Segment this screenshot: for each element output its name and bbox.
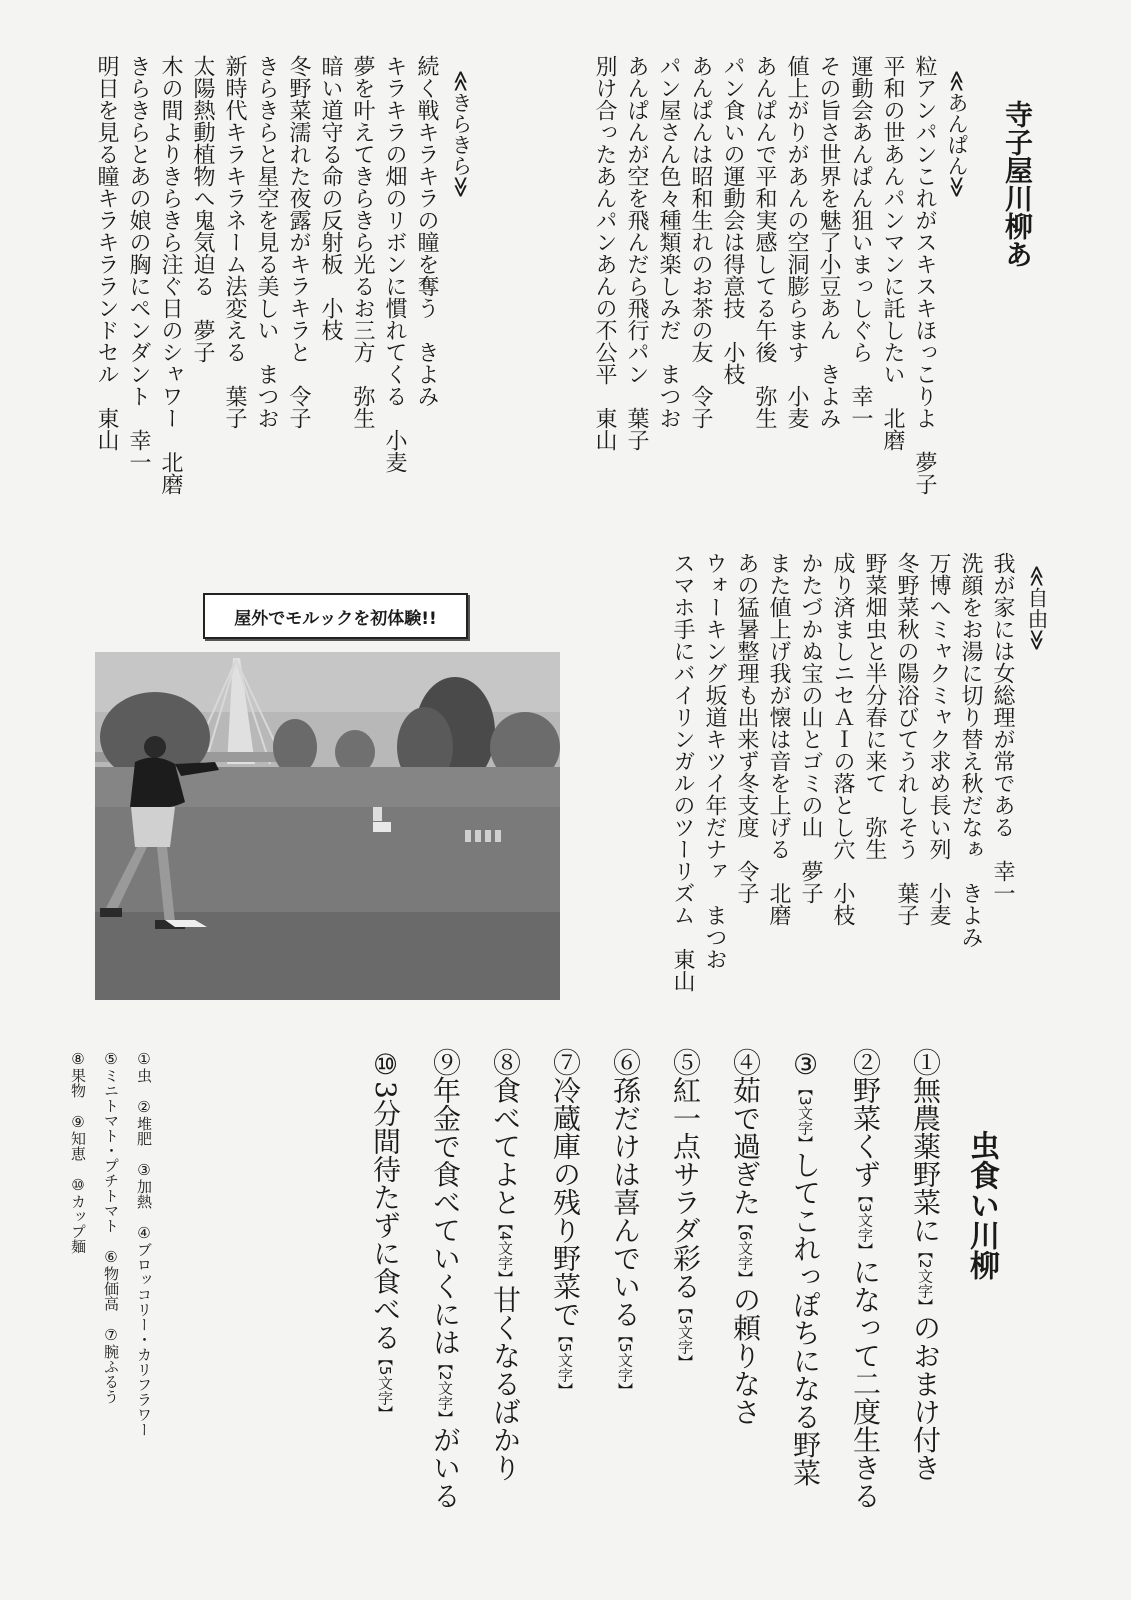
poem-author: まつお	[254, 363, 279, 429]
poem-text: その旨さ世界を魅了小豆あん	[816, 55, 841, 341]
quiz-text: ④茹で過ぎた	[729, 1048, 762, 1216]
quiz-item	[729, 1048, 762, 1426]
poem-line	[223, 55, 245, 429]
poem-author: 東山	[592, 407, 617, 451]
poem-line	[863, 552, 885, 860]
poem-author: 北磨	[158, 451, 183, 495]
poem-text: 値上がりがあんの空洞膨らます	[784, 55, 809, 363]
poem-text: 洗顔をお湯に切り替え秋だなぁ	[958, 552, 983, 860]
poem-author: 小麦	[382, 429, 407, 473]
poem-line	[735, 552, 757, 904]
poem-author: 弥生	[862, 816, 887, 860]
quiz-blank-hint: 【4文字】	[496, 1216, 514, 1286]
poem-author: 北磨	[766, 882, 791, 926]
quiz-blank-hint: 【3文字】	[856, 1188, 874, 1258]
photo-caption: 屋外でモルックを初体験!!	[203, 593, 468, 639]
answer-line: ⑤ミニトマト・プチトマト ⑥物価高 ⑦腕ふるう	[102, 1050, 120, 1404]
section-heading-jiyu: ≪自由≫	[1025, 565, 1049, 651]
quiz-text: ②野菜くず	[849, 1048, 882, 1188]
poem-text: 太陽熱動植物へ鬼気迫る	[190, 55, 215, 297]
section-heading-kirakira: ≪きらきら≫	[449, 70, 473, 198]
poem-line	[959, 552, 981, 948]
poem-text: あんぱんで平和実感してる午後	[752, 55, 777, 363]
poem-line	[625, 55, 647, 451]
poem-author: 令子	[734, 860, 759, 904]
quiz-blank-hint: 【5文字】	[616, 1328, 634, 1398]
page-title: 寺子屋川柳あ	[1001, 100, 1034, 268]
quiz-text: ⑩3分間待たずに食べる	[369, 1048, 402, 1351]
poem-text: 夢を叶えてきらきら光るお三方	[350, 55, 375, 363]
poem-text: ウォーキング坂道キツイ年だナァ	[702, 552, 727, 882]
poem-line	[159, 55, 181, 495]
poem-author: 幸一	[848, 385, 873, 429]
quiz-item	[669, 1048, 702, 1370]
molkky-photo	[95, 652, 560, 1000]
poem-text: 明日を見る瞳キラキラランドセル	[94, 55, 119, 385]
poem-text: かたづかぬ宝の山とゴミの山	[798, 552, 823, 838]
poem-line	[895, 552, 917, 926]
quiz-item	[609, 1048, 642, 1398]
quiz-blank-hint: 【2文字】	[436, 1356, 454, 1426]
poem-text: また値上げ我が懐は音を上げる	[766, 552, 791, 860]
poem-author: 夢子	[912, 451, 937, 495]
poem-line	[721, 55, 743, 385]
poem-text: 新時代キラキラネーム法変える	[222, 55, 247, 363]
quiz-text: ①無農薬野菜に	[909, 1048, 942, 1244]
poem-line	[799, 552, 821, 904]
quiz-text: してこれっぽちになる野菜	[789, 1150, 822, 1487]
quiz-text: の頼りなさ	[729, 1285, 762, 1426]
poem-author: 葉子	[624, 407, 649, 451]
quiz-blank-hint: 【5文字】	[556, 1328, 574, 1398]
poem-author: 夢子	[798, 860, 823, 904]
poem-author: まつお	[656, 363, 681, 429]
quiz-text: ⑥孫だけは喜んでいる	[609, 1048, 642, 1328]
poem-author: 幸一	[990, 860, 1015, 904]
poem-author: 夢子	[190, 319, 215, 363]
poem-text: あんぱんが空を飛んだら飛行パン	[624, 55, 649, 385]
poem-line	[927, 552, 949, 926]
poem-text: 運動会あんぱん狙いまっしぐら	[848, 55, 873, 363]
poem-author: 弥生	[752, 385, 777, 429]
quiz-item	[849, 1048, 882, 1510]
poem-author: 幸一	[126, 429, 151, 473]
poem-line	[991, 552, 1013, 904]
quiz-text: ⑦冷蔵庫の残り野菜で	[549, 1048, 582, 1328]
poem-text: キラキラの畑のリボンに慣れてくる	[382, 55, 407, 407]
poem-line	[127, 55, 149, 473]
poem-line	[753, 55, 775, 429]
poem-line	[671, 552, 693, 992]
poem-text: 粒アンパンこれがスキスキほっこりよ	[912, 55, 937, 429]
quiz-blank-hint: 【5文字】	[676, 1300, 694, 1370]
answer-line: ①虫 ②堆肥 ③加熱 ④ブロッコリー・カリフラワー	[135, 1050, 153, 1437]
poem-author: 東山	[94, 407, 119, 451]
poem-line	[593, 55, 615, 451]
poem-author: 東山	[670, 948, 695, 992]
poem-line	[383, 55, 405, 473]
poem-line	[689, 55, 711, 429]
poem-line	[255, 55, 277, 429]
poem-text: 続く戦キラキラの瞳を奪う	[414, 55, 439, 319]
quiz-item	[909, 1048, 942, 1482]
poem-line	[785, 55, 807, 429]
quiz-text: ③	[789, 1048, 822, 1081]
anpan-poems	[593, 55, 935, 495]
answer-line: ⑧果物 ⑨知恵 ⑩カップ麺	[69, 1050, 87, 1254]
poem-author: 令子	[286, 385, 311, 429]
poem-text: 冬野菜濡れた夜露がキラキラと	[286, 55, 311, 363]
poem-line	[657, 55, 679, 429]
poem-text: きらきらとあの娘の胸にペンダント	[126, 55, 151, 407]
quiz-text: ⑤紅一点サラダ彩る	[669, 1048, 702, 1300]
quiz-blank-hint: 【2文字】	[916, 1244, 934, 1314]
quiz-answers	[70, 1050, 151, 1437]
quiz-text: ⑨年金で食べていくには	[429, 1048, 462, 1356]
poem-line	[849, 55, 871, 429]
molkky-photo-illustration	[95, 652, 560, 1000]
poem-author: 小枝	[720, 341, 745, 385]
poem-author: 小麦	[784, 385, 809, 429]
quiz-item	[489, 1048, 522, 1482]
poem-text: 冬野菜秋の陽浴びてうれしそう	[894, 552, 919, 860]
poem-text: パン屋さん色々種類楽しみだ	[656, 55, 681, 341]
poem-text: パン食いの運動会は得意技	[720, 55, 745, 319]
quiz-blank-hint: 【3文字】	[796, 1081, 814, 1151]
poem-text: 暗い道守る命の反射板	[318, 55, 343, 275]
poem-text: 木の間よりきらきら注ぐ日のシャワー	[158, 55, 183, 429]
poem-author: きよみ	[816, 363, 841, 429]
poem-line	[913, 55, 935, 495]
quiz-text: ⑧食べてよと	[489, 1048, 522, 1216]
quiz-blank-hint: 【5文字】	[376, 1350, 394, 1421]
poem-text: 別け合ったあんパンあんの不公平	[592, 55, 617, 385]
poem-text: スマホ手にバイリンガルのツーリズム	[670, 552, 695, 926]
poem-line	[415, 55, 437, 407]
poem-author: 小麦	[926, 882, 951, 926]
poem-line	[881, 55, 903, 451]
poem-author: 令子	[688, 385, 713, 429]
poem-text: 野菜畑虫と半分春に来て	[862, 552, 887, 794]
poem-author: まつお	[702, 904, 727, 970]
poem-author: 葉子	[222, 385, 247, 429]
poem-author: 葉子	[894, 882, 919, 926]
poem-author: 弥生	[350, 385, 375, 429]
poem-author: きよみ	[414, 341, 439, 407]
poem-text: あの猛暑整理も出来ず冬支度	[734, 552, 759, 838]
poem-line	[767, 552, 789, 926]
poem-line	[287, 55, 309, 429]
quiz-text: になって二度生きる	[849, 1257, 882, 1510]
quiz-title: 虫食い川柳	[964, 1130, 999, 1280]
poem-text: 我が家には女総理が常である	[990, 552, 1015, 838]
quiz-item	[549, 1048, 582, 1398]
poem-text: 平和の世あんパンマンに託したい	[880, 55, 905, 385]
poem-author: 小枝	[318, 297, 343, 341]
quiz-text: がいる	[429, 1425, 462, 1510]
poem-text: あんぱんは昭和生れのお茶の友	[688, 55, 713, 363]
kirakira-poems	[95, 55, 437, 495]
poem-author: きよみ	[958, 882, 983, 948]
poem-line	[95, 55, 117, 451]
poem-line	[319, 55, 341, 341]
section-heading-anpan: ≪あんぱん≫	[945, 70, 969, 198]
quiz-text: のおまけ付き	[909, 1313, 942, 1482]
poem-line	[703, 552, 725, 970]
quiz-items	[369, 1048, 942, 1510]
poem-line	[191, 55, 213, 363]
poem-text: 万博へミャクミャク求め長い列	[926, 552, 951, 860]
quiz-text: 甘くなるばかり	[489, 1285, 522, 1482]
quiz-blank-hint: 【6文字】	[736, 1216, 754, 1286]
poem-line	[817, 55, 839, 429]
quiz-item	[789, 1048, 822, 1487]
poem-line	[351, 55, 373, 429]
poem-text: きらきらと星空を見る美しい	[254, 55, 279, 341]
poem-author: 北磨	[880, 407, 905, 451]
quiz-item	[429, 1048, 462, 1510]
poem-text: 成り済ましニセＡＩの落とし穴	[830, 552, 855, 860]
jiyu-poems	[671, 552, 1013, 992]
poem-author: 小枝	[830, 882, 855, 926]
poem-line	[831, 552, 853, 926]
quiz-item	[369, 1048, 402, 1421]
